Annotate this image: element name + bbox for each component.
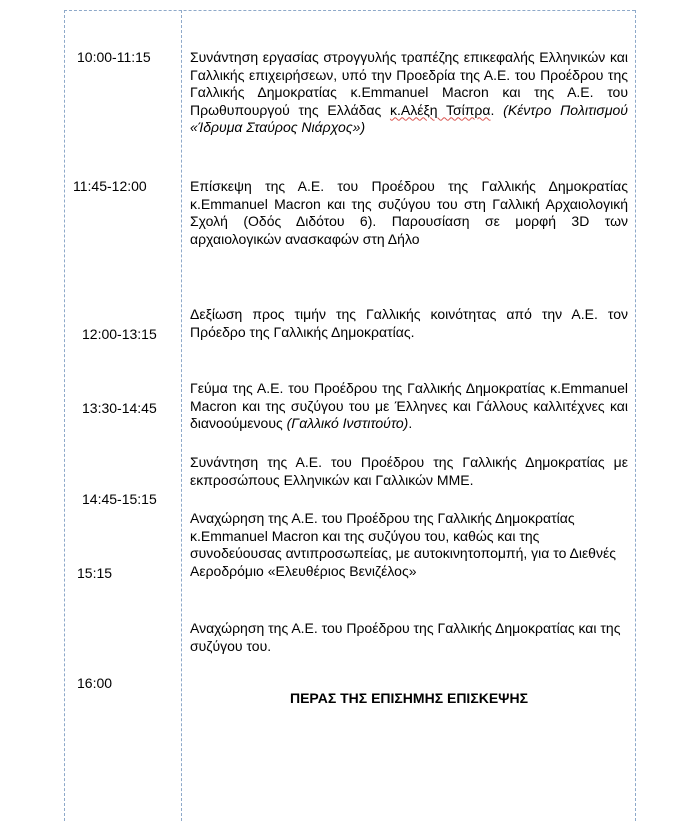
time-slot: 13:30-14:45 (82, 400, 157, 416)
event-roundtable-meeting (190, 49, 628, 137)
prime-minister-name: κ.Αλέξη Τσίπρα (389, 101, 491, 118)
event-archaeological-school-visit: Επίσκεψη της Α.Ε. του Προέδρου της Γαλλικής Δημοκρατίας κ.Emmanuel Macron και της συζύγου του στη Γαλλική Αρχαιολογική Σχολή (Οδός Διδότου 6). Παρουσίαση σε μορφή 3D των αρχαιολογικών ανασκαφών στη Δήλο (190, 178, 628, 247)
event-french-community-reception: Δεξίωση προς τιμήν της Γαλλικής κοινότητας από την Α.Ε. τον Πρόεδρο της Γαλλικής Δημοκρατίας. (190, 306, 628, 340)
time-slot: 15:15 (77, 565, 113, 581)
event-lunch-with-artists (190, 380, 628, 433)
event-text: Συνάντηση εργασίας στρογγυλής τραπέζης επικεφαλής Ελληνικών και Γαλλικής επιχειρήσεων, υπό την Προεδρία της Α.Ε. του Προέδρου της Γαλλικής Δημοκρατίας κ.Emmanuel Macron και της Α.Ε. του Πρωθυπουργού της Ελλάδας (190, 49, 628, 118)
time-slot: 11:45-12:00 (73, 178, 147, 194)
table-border-right (635, 10, 636, 821)
closing-heading: ΠΕΡΑΣ ΤΗΣ ΕΠΙΣΗΜΗΣ ΕΠΙΣΚΕΨΗΣ (289, 690, 529, 706)
time-slot: 16:00 (77, 675, 113, 691)
table-border-left (64, 10, 65, 821)
event-end-punctuation: . (408, 415, 413, 431)
table-column-divider (181, 10, 182, 821)
event-location: (Κέντρο Πολιτισμού «Ίδρυμα Σταύρος Νιάρχος») (190, 101, 628, 135)
event-location: (Γαλλικό Ινστιτούτο) (286, 415, 409, 431)
event-text: Γεύμα της Α.Ε. του Προέδρου της Γαλλικής Δημοκρατίας κ.Emmanuel Macron και της συζύγου του με Έλληνες και Γάλλους καλλιτέχνες και διανοούμενους (190, 380, 628, 431)
event-separator: . (490, 101, 504, 118)
time-slot: 10:00-11:15 (77, 49, 151, 65)
event-final-departure: Αναχώρηση της Α.Ε. του Προέδρου της Γαλλικής Δημοκρατίας και της συζύγου του. (190, 620, 621, 654)
time-slot: 12:00-13:15 (82, 326, 157, 342)
event-departure-to-airport: Αναχώρηση της Α.Ε. του Προέδρου της Γαλλικής Δημοκρατίας κ.Emmanuel Macron και της συζύγου του, καθώς και της συνοδεύουσας αντιπροσωπείας, με αυτοκινητοπομπή, για το Διεθνές Αεροδρόμιο «Ελευθέριος Βενιζέλος» (190, 510, 616, 579)
time-slot: 14:45-15:15 (82, 491, 157, 507)
event-media-meeting: Συνάντηση της Α.Ε. του Προέδρου της Γαλλικής Δημοκρατίας με εκπροσώπους Ελληνικών και Γαλλικών ΜΜΕ. (190, 454, 628, 488)
